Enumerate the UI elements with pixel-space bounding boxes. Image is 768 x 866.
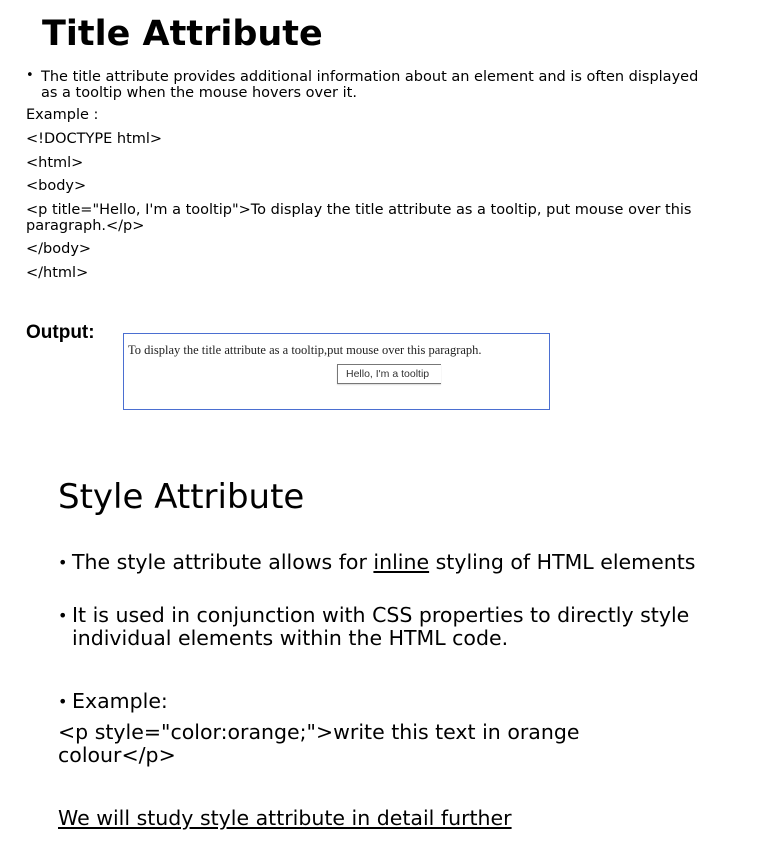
bullet-icon: • [58,553,68,572]
style-attribute-bullet-text: The style attribute allows for inline styling of HTML elements [72,550,696,574]
code-line: <body> [26,178,87,194]
style-attribute-bullet [58,604,708,650]
style-example-label: Example: [72,689,168,713]
example-label: Example : [26,107,99,123]
code-line: </body> [26,241,92,257]
bullet-icon: • [58,606,68,625]
output-label: Output: [26,322,95,343]
title-attribute-description: The title attribute provides additional information about an element and is often displayed as a tooltip when the mouse hovers over it. [41,69,699,101]
code-line: <!DOCTYPE html> [26,131,163,147]
code-line: <p title="Hello, I'm a tooltip">To display the title attribute as a tooltip, put mouse over this paragraph.</p> [26,202,692,234]
bullet-icon: • [58,692,68,711]
code-line: </html> [26,265,89,281]
style-attribute-bullet-text: It is used in conjunction with CSS properties to directly style individual elements within the HTML code. [72,603,690,650]
further-study-link[interactable]: We will study style attribute in detail further [58,806,512,830]
style-example-bullet [58,690,708,713]
title-attribute-heading: Title Attribute [42,14,323,54]
style-example-code: <p style="color:orange;">write this text in orange colour</p> [58,720,580,767]
inline-link[interactable]: inline [373,550,430,574]
style-attribute-heading: Style Attribute [58,477,305,517]
tooltip: Hello, I'm a tooltip [337,364,441,384]
style-attribute-bullet [58,551,708,574]
bullet-icon: • [26,68,34,83]
code-line: <html> [26,155,84,171]
title-attribute-bullet [26,69,716,101]
output-paragraph[interactable]: To display the title attribute as a tooltip,put mouse over this paragraph. [128,343,482,357]
output-preview-box [123,333,550,410]
